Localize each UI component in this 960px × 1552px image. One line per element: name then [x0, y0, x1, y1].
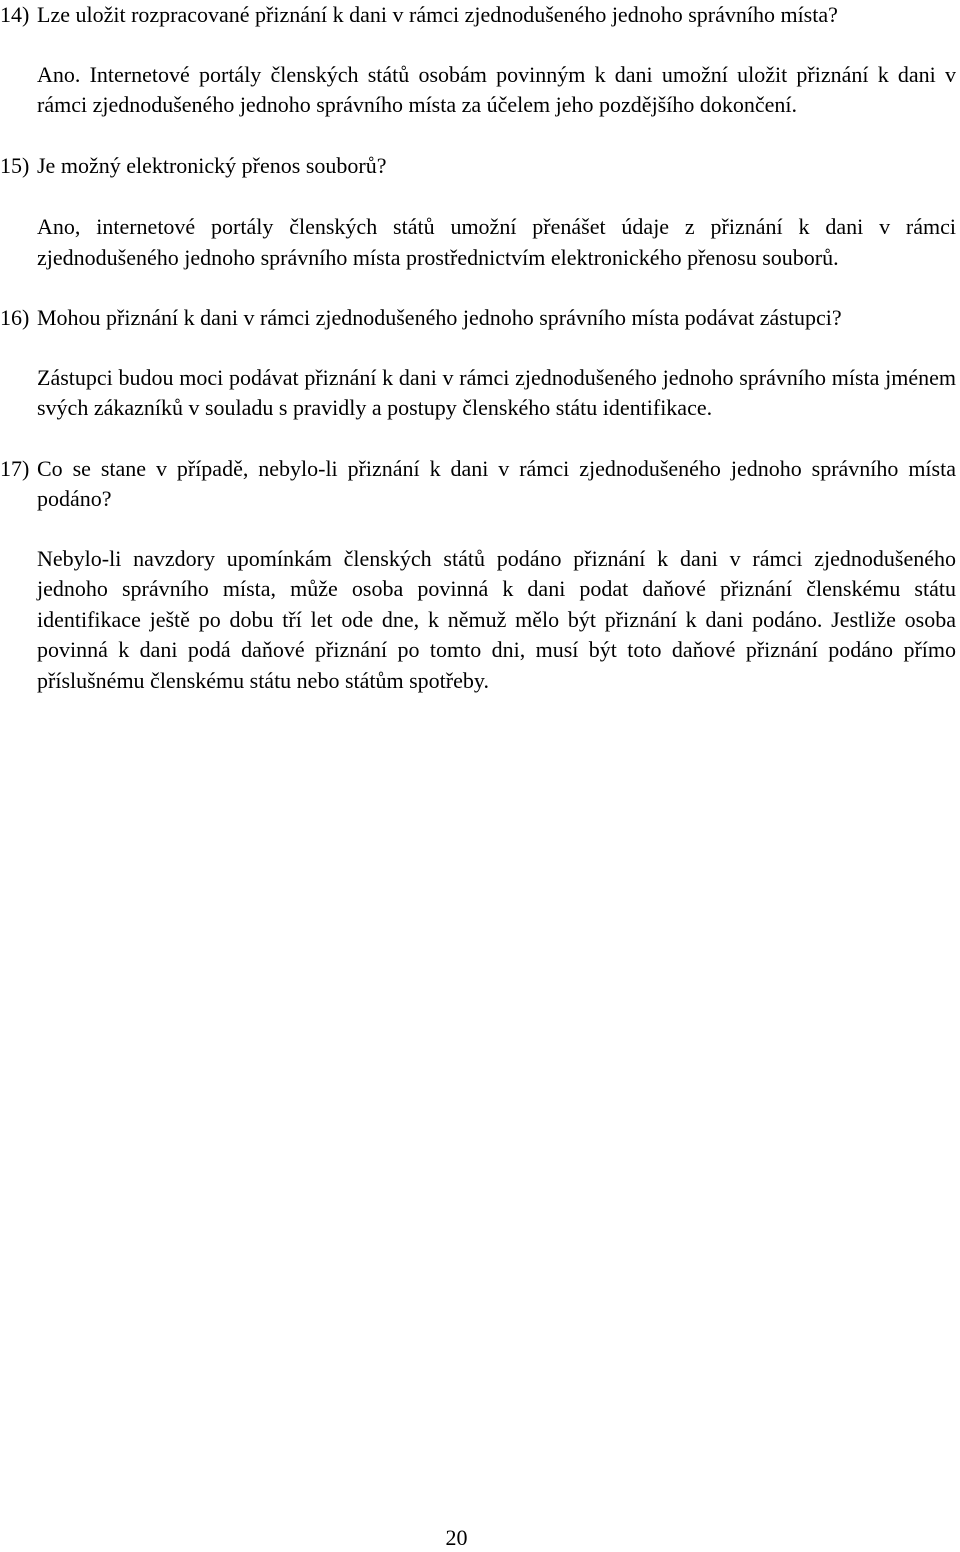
question-number: 14)	[0, 2, 30, 27]
question-number: 15)	[0, 152, 30, 178]
question-17	[0, 454, 956, 515]
page-number: 20	[445, 1525, 468, 1550]
faq-content	[0, 0, 956, 696]
answer-14: Ano. Internetové portály členských států osobám povinným k dani umožní uložit přiznání k dani v rámci zjednodušeného jednoho správního místa za účelem jeho pozdějšího dokončení.	[37, 61, 956, 117]
faq-item-14	[0, 0, 956, 121]
question-15	[0, 151, 956, 182]
answer-16: Zástupci budou moci podávat přiznání k dani v rámci zjednodušeného jednoho správního místa jménem svých zákazníků v souladu s pravidly a postupy členského státu identifikace.	[37, 364, 956, 420]
question-14	[0, 0, 956, 31]
question-text: Je možný elektronický přenos souborů?	[37, 152, 387, 178]
question-text: Lze uložit rozpracované přiznání k dani v rámci zjednodušeného jednoho správního místa?	[37, 2, 838, 27]
faq-item-15	[0, 151, 956, 274]
question-16	[0, 303, 956, 334]
question-number: 17)	[0, 455, 30, 481]
faq-item-17	[0, 454, 956, 697]
answer-15: Ano, internetové portály členských států umožní přenášet údaje z přiznání k dani v rámci zjednodušeného jednoho správního místa prostřednictvím elektronického přenosu souborů.	[37, 214, 956, 270]
faq-item-16	[0, 303, 956, 424]
question-text: Co se stane v případě, nebylo-li přiznání k dani v rámci zjednodušeného jednoho správního místa podáno?	[37, 455, 956, 511]
question-number: 16)	[0, 305, 30, 330]
answer-17: Nebylo-li navzdory upomínkám členských států podáno přiznání k dani v rámci zjednodušeného jednoho správního místa, může osoba povinná k dani podat daňové přiznání členskému státu identifikace ještě po dobu tří let ode dne, k němuž mělo být přiznání k dani podáno. Jestliže osoba povinná k dani podá daňové přiznání po tomto dni, musí být toto daňové přiznání podáno přímo příslušnému členskému státu nebo státům spotřeby.	[37, 545, 956, 693]
question-text: Mohou přiznání k dani v rámci zjednodušeného jednoho správního místa podávat zástupci?	[37, 305, 842, 330]
